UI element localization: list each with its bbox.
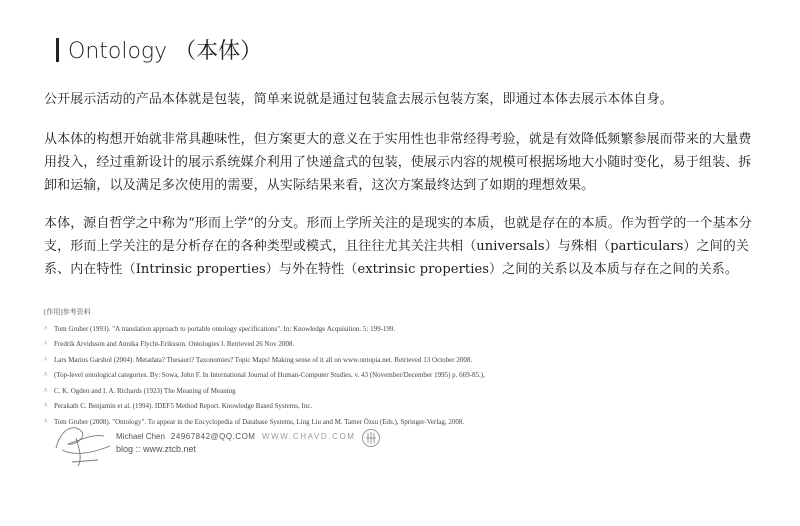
caret-icon: ^ — [44, 371, 48, 379]
author-email: 24967842@QQ.COM — [170, 432, 256, 441]
caret-icon: ^ — [44, 340, 48, 348]
reference-item: ^ Perakath C. Benjamin et al. (1994). IDEF5 Method Report. Knowledge Based Systems, Inc. — [44, 399, 764, 415]
website-link[interactable]: WWW.CHAVD.COM — [262, 432, 356, 441]
caret-icon: ^ — [44, 386, 48, 395]
blog-link[interactable]: blog :: www.ztcb.net — [116, 444, 197, 454]
reference-item: ^ Tom Gruber (2008). "Ontology". To appear in the Encyclopedia of Database Systems, Ling Liu and M. Tamer Özsu (Eds.), Springer-Verlag, 2008. — [44, 415, 764, 431]
reference-item: ^ (Top-level ontological categories. By: Sowa, John F. In International Journal of Human-Computer Studies, v. 43 (November/December 1995) p. 669-85.), — [44, 368, 764, 384]
author-line — [116, 432, 255, 441]
caret-icon: ^ — [44, 402, 48, 410]
references-heading: [作用]参考资料 — [44, 308, 91, 316]
signature-icon — [52, 420, 114, 468]
references-section — [44, 305, 764, 430]
philosophy-paragraph: 本体，源自哲学之中称为“形而上学”的分支。形而上学所关注的是现实的本质，也就是存在的本质。作为哲学的一个基本分支，形而上学关注的是分析存在的各种类型或模式，且往往尤其关注共相（universals）与殊相（particulars）之间的关系、内在特性（Intrinsic properties）与外在特性（extrinsic properties）之间的关系以及本质与存在之间的关系。 — [44, 216, 752, 277]
page-title — [56, 34, 262, 65]
author-name: Michael Chen — [116, 432, 165, 441]
caret-icon: ^ — [44, 355, 48, 364]
page-title-text: Ontology （本体） — [68, 39, 263, 64]
monogram-logo-icon — [361, 428, 381, 448]
caret-icon: ^ — [44, 417, 48, 426]
reference-item: ^ Tom Gruber (1993). "A translation approach to portable ontology specifications". In: Knowledge Acquisition. 5: 199-199. — [44, 322, 764, 338]
concept-paragraph: 从本体的构想开始就非常具趣味性，但方案更大的意义在于实用性也非常经得考验，就是有效降低频繁参展而带来的大量费用投入，经过重新设计的展示系统媒介利用了快递盒式的包装，使展示内容的规模可根据场地大小随时变化，易于组装、拆卸和运输，以及满足多次使用的需要，从实际结果来看，这次方案最终达到了如期的理想效果。 — [44, 132, 752, 193]
reference-item: ^ Fredrik Arvidsson and Annika Flycht-Eriksson. Ontologies I. Retrieved 26 Nov 2008. — [44, 337, 764, 353]
intro-paragraph: 公开展示活动的产品本体就是包装，简单来说就是通过包装盒去展示包装方案，即通过本体去展示本体自身。 — [44, 92, 673, 107]
footer — [52, 420, 372, 472]
title-bar-accent — [56, 38, 59, 62]
reference-item: ^ Lars Marius Garshol (2004). Metadata? Thesauri? Taxonomies? Topic Maps! Making sense of it all on www.ontopia.net. Retrieved 13 October 2008. — [44, 353, 764, 369]
reference-item: ^ C. K. Ogden and I. A. Richards (1923) The Meaning of Meaning — [44, 384, 764, 400]
caret-icon: ^ — [44, 324, 48, 333]
